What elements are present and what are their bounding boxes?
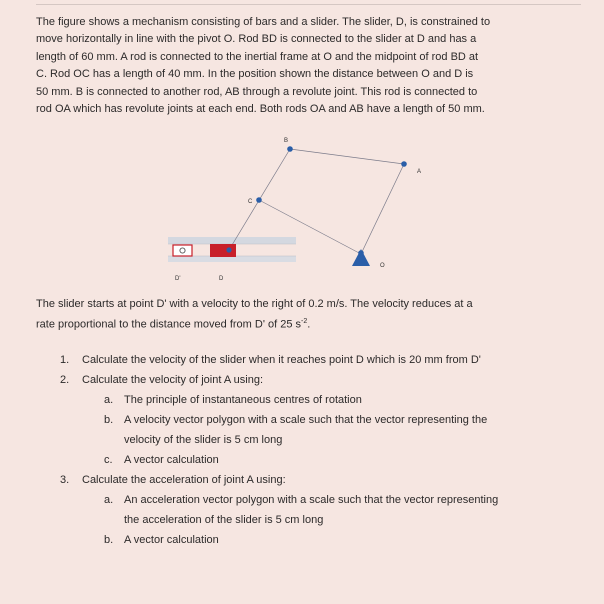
intro-line: C. Rod OC has a length of 40 mm. In the position shown the distance between O and D is <box>36 68 474 81</box>
question-1 <box>60 353 481 367</box>
sub-text: An acceleration vector polygon with a scale such that the vector representing <box>124 494 499 506</box>
rod-oa <box>361 164 404 254</box>
statement-text: rate proportional to the distance moved from D' of 25 s <box>36 318 302 331</box>
sub-letter: b. <box>104 534 114 546</box>
question-3b <box>104 533 219 547</box>
sub-text: A velocity vector polygon with a scale such that the vector representing the <box>124 414 488 426</box>
intro-line: length of 60 mm. A rod is connected to the inertial frame at O and the midpoint of rod BD at <box>36 50 479 63</box>
intro-line: move horizontally in line with the pivot O. Rod BD is connected to the slider at D and has a <box>36 33 477 46</box>
sub-letter: b. <box>104 414 114 426</box>
statement-line: The slider starts at point D' with a velocity to the right of 0.2 m/s. The velocity reduces at a <box>36 298 473 310</box>
question-2 <box>60 373 263 387</box>
question-3a-continued <box>124 513 323 527</box>
question-number: 2. <box>60 374 70 386</box>
label-c: C <box>248 199 253 205</box>
statement-line <box>36 313 576 334</box>
problem-statement <box>36 295 576 334</box>
slider-rail-top <box>168 237 296 244</box>
sub-letter: a. <box>104 494 114 506</box>
intro-line: 50 mm. B is connected to another rod, AB through a revolute joint. This rod is connected to <box>36 85 478 98</box>
sub-text: velocity of the slider is 5 cm long <box>124 434 283 446</box>
joint-a <box>401 161 407 167</box>
slider-start-outline <box>173 245 192 256</box>
exponent: -2 <box>301 318 308 325</box>
label-o: O <box>380 263 385 269</box>
intro-line: rod OA which has revolute joints at each end. Both rods OA and AB have a length of 50 mm. <box>36 103 485 116</box>
label-d-prime: D' <box>175 276 181 282</box>
pivot-o <box>358 250 364 256</box>
sub-text: The principle of instantaneous centres of rotation <box>124 394 362 406</box>
label-a: A <box>417 169 422 175</box>
question-text: Calculate the acceleration of joint A using: <box>82 474 286 486</box>
joint-b <box>287 146 293 152</box>
rod-oc <box>259 200 361 254</box>
question-2c <box>104 453 219 467</box>
question-2b <box>104 413 487 427</box>
question-number: 3. <box>60 474 70 486</box>
question-text: Calculate the velocity of the slider when it reaches point D which is 20 mm from D' <box>82 354 481 366</box>
intro-line: The figure shows a mechanism consisting of bars and a slider. The slider, D, is constrained to <box>36 16 491 28</box>
sub-letter: c. <box>104 454 113 466</box>
question-3a <box>104 493 498 507</box>
joint-d <box>226 247 231 252</box>
question-number: 1. <box>60 354 70 366</box>
sub-letter: a. <box>104 394 114 406</box>
question-2a <box>104 393 362 407</box>
slider-d <box>210 244 236 257</box>
sub-text: A vector calculation <box>124 454 219 466</box>
question-3 <box>60 473 286 487</box>
joint-c <box>256 197 262 203</box>
sub-text: the acceleration of the slider is 5 cm long <box>124 514 324 526</box>
label-d: D <box>219 276 224 282</box>
sub-text: A vector calculation <box>124 534 219 546</box>
label-b: B <box>284 138 289 144</box>
question-text: Calculate the velocity of joint A using: <box>82 374 263 386</box>
question-2b-continued <box>124 433 282 447</box>
rod-ab <box>290 149 404 164</box>
statement-period: . <box>307 318 311 331</box>
